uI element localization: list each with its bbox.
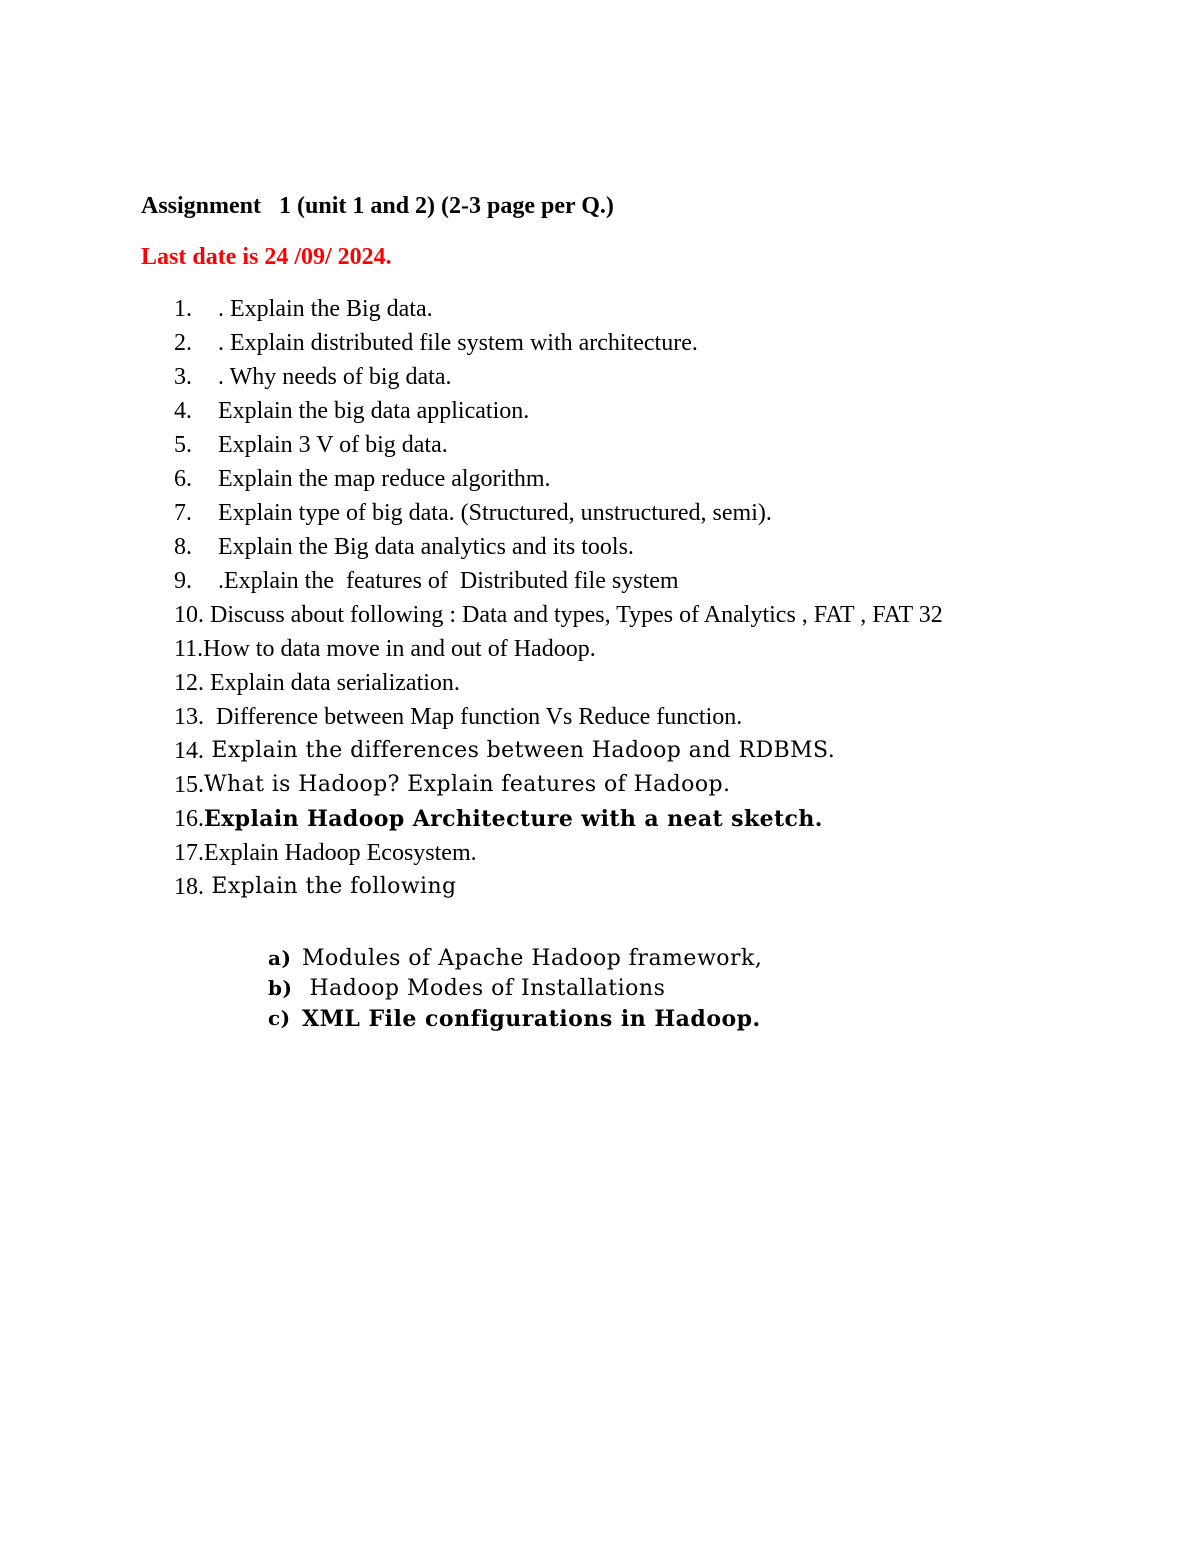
sub-item-text: Hadoop Modes of Installations: [302, 976, 666, 1001]
question-text: Explain type of big data. (Structured, unstructured, semi).: [218, 500, 772, 526]
question-list: [174, 292, 1074, 904]
question-text: Explain 3 V of big data.: [218, 432, 448, 458]
question-number: 2.: [174, 330, 192, 356]
question-number: 15.: [174, 772, 204, 798]
question-number: 16.: [174, 806, 204, 832]
sub-question-list: [268, 946, 762, 1036]
sub-item-letter: a): [268, 946, 292, 970]
question-text: . Explain the Big data.: [218, 296, 433, 322]
question-7: [174, 496, 1074, 530]
question-number: 12.: [174, 670, 204, 696]
question-text: Difference between Map function Vs Reduce function.: [204, 704, 743, 730]
question-text: Explain the following: [204, 874, 457, 899]
question-text: What is Hadoop? Explain features of Hadoop.: [204, 772, 731, 797]
question-number: 18.: [174, 874, 204, 900]
question-18: [174, 870, 1074, 904]
question-12: [174, 666, 1074, 700]
sub-item-letter: b): [268, 976, 293, 1000]
question-17: [174, 836, 1074, 870]
question-text: Explain the differences between Hadoop and RDBMS.: [204, 738, 836, 763]
question-text: .Explain the features of Distributed file system: [218, 568, 679, 594]
sub-item-letter: c): [268, 1006, 291, 1030]
question-2: [174, 326, 1074, 360]
question-text: Explain the map reduce algorithm.: [218, 466, 551, 492]
sub-item-a: [268, 946, 762, 976]
question-text: Explain data serialization.: [204, 670, 460, 696]
question-15: [174, 768, 1074, 802]
question-text: How to data move in and out of Hadoop.: [203, 636, 596, 662]
assignment-title: Assignment 1 (unit 1 and 2) (2-3 page per Q.): [141, 193, 614, 219]
question-11: [174, 632, 1074, 666]
question-10: [174, 598, 1074, 632]
question-number: 13.: [174, 704, 204, 730]
question-5: [174, 428, 1074, 462]
question-13: [174, 700, 1074, 734]
question-text: . Explain distributed file system with architecture.: [218, 330, 698, 356]
question-text: Explain the big data application.: [218, 398, 530, 424]
question-4: [174, 394, 1074, 428]
sub-item-text: XML File configurations in Hadoop.: [302, 1006, 761, 1032]
question-text: Explain Hadoop Ecosystem.: [204, 840, 477, 866]
question-9: [174, 564, 1074, 598]
question-number: 3.: [174, 364, 192, 390]
question-14: [174, 734, 1074, 768]
question-6: [174, 462, 1074, 496]
question-text: Explain the Big data analytics and its tools.: [218, 534, 634, 560]
sub-item-c: [268, 1006, 762, 1036]
question-number: 14.: [174, 738, 204, 764]
sub-item-text: Modules of Apache Hadoop framework,: [302, 946, 763, 971]
question-16: [174, 802, 1074, 836]
question-number: 5.: [174, 432, 192, 458]
question-1: [174, 292, 1074, 326]
question-text: . Why needs of big data.: [218, 364, 452, 390]
question-text: Discuss about following : Data and types, Types of Analytics , FAT , FAT 32: [204, 602, 943, 628]
question-3: [174, 360, 1074, 394]
deadline-notice: Last date is 24 /09/ 2024.: [141, 244, 392, 270]
question-number: 7.: [174, 500, 192, 526]
question-number: 11.: [174, 636, 204, 662]
question-number: 17.: [174, 840, 204, 866]
question-8: [174, 530, 1074, 564]
question-text: Explain Hadoop Architecture with a neat sketch.: [204, 806, 823, 832]
question-number: 10.: [174, 602, 204, 628]
question-number: 8.: [174, 534, 192, 560]
question-number: 1.: [174, 296, 192, 322]
question-number: 6.: [174, 466, 192, 492]
question-number: 9.: [174, 568, 192, 594]
sub-item-b: [268, 976, 762, 1006]
question-number: 4.: [174, 398, 192, 424]
